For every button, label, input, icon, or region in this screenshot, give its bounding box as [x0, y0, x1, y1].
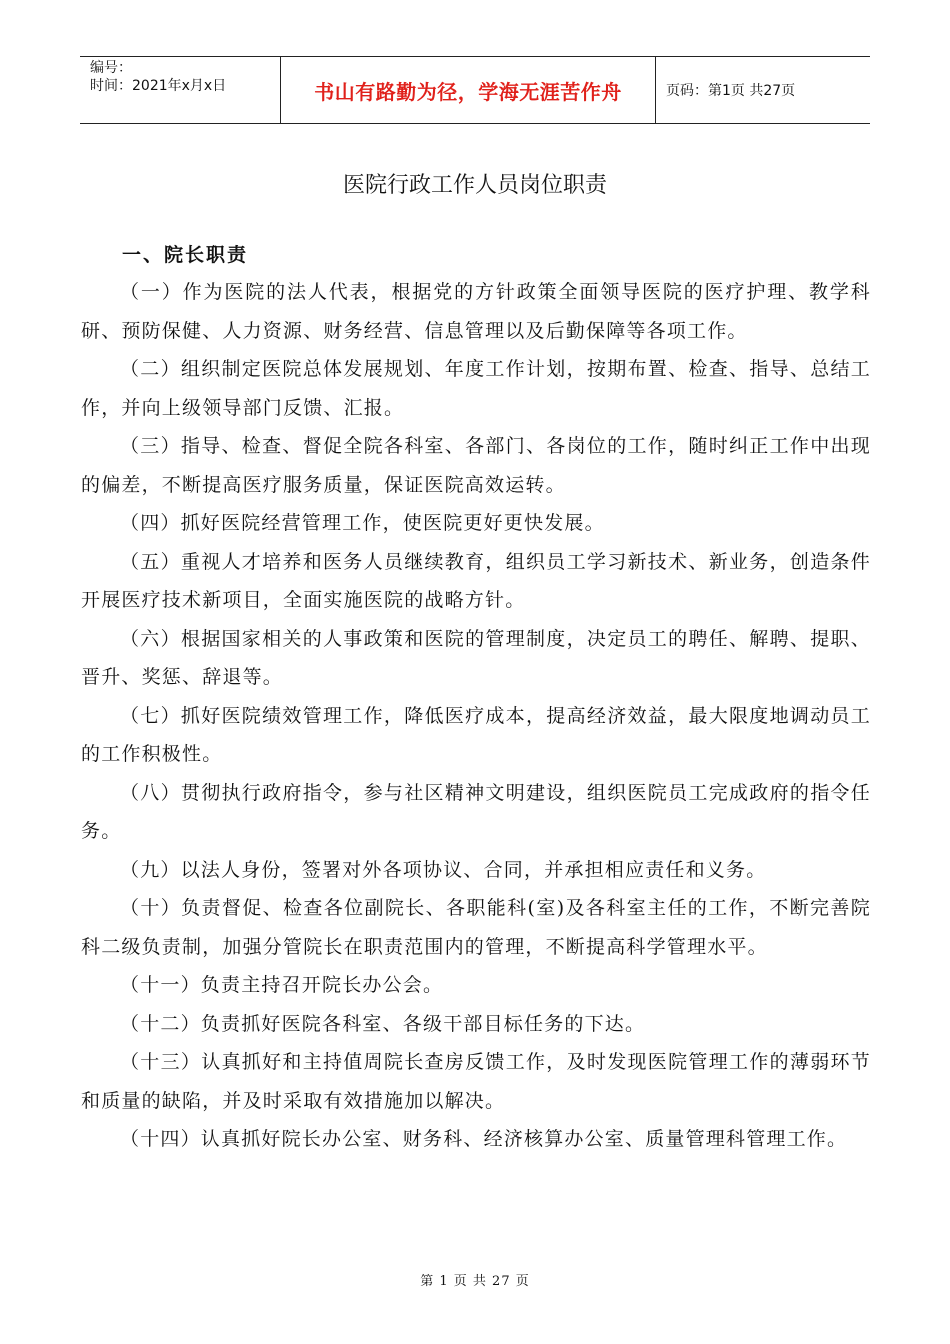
- paragraph-12: （十二）负责抓好医院各科室、各级干部目标任务的下达。: [120, 1012, 646, 1035]
- page-footer: 第 1 页 共 27 页: [420, 1274, 530, 1289]
- header-info-cell: [80, 57, 281, 123]
- paragraph-8: （八）贯彻执行政府指令，参与社区精神文明建设，组织医院员工完成政府的指令任务。: [81, 781, 871, 842]
- header-motto: 书山有路勤为径，学海无涯苦作舟: [281, 57, 656, 123]
- document-number-label: 编号：: [90, 60, 132, 76]
- paragraph-11: （十一）负责主持召开院长办公会。: [120, 974, 444, 996]
- document-title: 医院行政工作人员岗位职责: [342, 173, 607, 198]
- paragraph-6: （六）根据国家相关的人事政策和医院的管理制度，决定员工的聘任、解聘、提职、晋升、奖惩、辞退等。: [81, 627, 871, 688]
- header-page-label: 页码：第1页 共27页: [666, 83, 796, 99]
- paragraph-10: （十）负责督促、检查各位副院长、各职能科(室)及各科室主任的工作，不断完善院科二级负责制，加强分管院长在职责范围内的管理，不断提高科学管理水平。: [81, 897, 871, 958]
- paragraph-14: （十四）认真抓好院长办公室、财务科、经济核算办公室、质量管理科管理工作。: [120, 1128, 848, 1150]
- header-table: [80, 56, 870, 124]
- section-body: [81, 273, 871, 1159]
- paragraph-5: （五）重视人才培养和医务人员继续教育，组织员工学习新技术、新业务，创造条件开展医疗技术新项目，全面实施医院的战略方针。: [81, 550, 871, 611]
- paragraph-2: （二）组织制定医院总体发展规划、年度工作计划，按期布置、检查、指导、总结工作，并向上级领导部门反馈、汇报。: [81, 358, 871, 419]
- document-time-label: 时间：2021年x月x日: [90, 78, 227, 94]
- paragraph-7: （七）抓好医院绩效管理工作，降低医疗成本，提高经济效益，最大限度地调动员工的工作积极性。: [81, 704, 871, 765]
- paragraph-1: （一）作为医院的法人代表，根据党的方针政策全面领导医院的医疗护理、教学科研、预防保健、人力资源、财务经营、信息管理以及后勤保障等各项工作。: [81, 281, 871, 342]
- paragraph-3: （三）指导、检查、督促全院各科室、各部门、各岗位的工作，随时纠正工作中出现的偏差，不断提高医疗服务质量，保证医院高效运转。: [81, 435, 871, 496]
- section-heading: 一、院长职责: [122, 244, 249, 266]
- paragraph-9: （九）以法人身份，签署对外各项协议、合同，并承担相应责任和义务。: [120, 858, 767, 881]
- paragraph-4: （四）抓好医院经营管理工作，使医院更好更快发展。: [120, 512, 605, 534]
- paragraph-13: （十三）认真抓好和主持值周院长查房反馈工作，及时发现医院管理工作的薄弱环节和质量的缺陷，并及时采取有效措施加以解决。: [81, 1051, 871, 1112]
